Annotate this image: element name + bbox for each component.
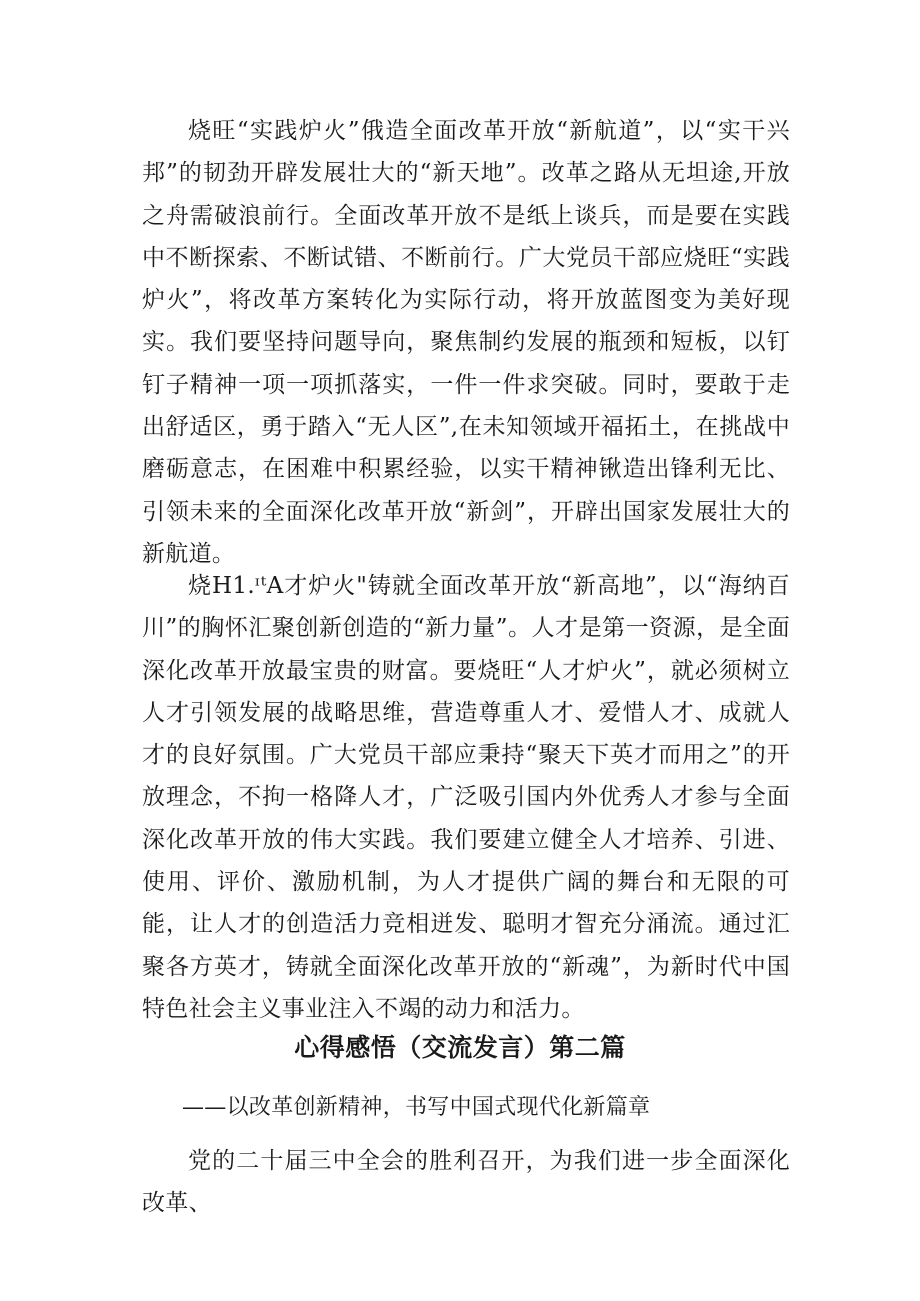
section-subtitle: ——以改革创新精神，书写中国式现代化新篇章 bbox=[182, 1095, 651, 1120]
section-heading: 心得感悟（交流发言）第二篇 bbox=[294, 1033, 626, 1062]
body-paragraph: 烧旺“实践炉火”俄造全面改革开放“新航道”，以“实干兴邦”的韧劲开辟发展壮大的“新天地”。改革之路从无坦途,开放之舟需破浪前行。全面改革开放不是纸上谈兵，而是要在实践中不断探索、不断试错、不断前行。广大党员干部应烧旺“实践炉火”，将改革方案转化为实际行动，将开放蓝图变为美好现实。我们要坚持问题导向，聚焦制约发展的瓶颈和短板，以钉钉子精神一项一项抓落实，一件一件求突破。同时，要敢于走出舒适区，勇于踏入“无人区”,在未知领域开福拓土，在挑战中磨砺意志，在困难中积累经验，以实干精神锹造出锋利无比、引领未来的全面深化改革开放“新剑”，开辟出国家发展壮大的新航道。 bbox=[142, 118, 790, 567]
body-paragraph: 党的二十届三中全会的胜利召开，为我们进一步全面深化改革、 bbox=[142, 1148, 790, 1217]
body-paragraph: 烧H1.ᶦᵗA才炉火"铸就全面改革开放“新高地”，以“海纳百川”的胸怀汇聚创新创造的“新力量”。人才是第一资源，是全面深化改革开放最宝贵的财富。要烧旺“人才炉火”，就必须树立人才引领发展的战略思维，营造尊重人才、爱惜人才、成就人才的良好氛围。广大党员干部应秉持“聚天下英才而用之”的开放理念，不拘一格降人才，广泛吸引国内外优秀人才参与全面深化改革开放的伟大实践。我们要建立健全人才培养、引进、使用、评价、激励机制，为人才提供广阔的舞台和无限的可能，让人才的创造活力竞相迸发、聪明才智充分涌流。通过汇聚各方英才，铸就全面深化改革开放的“新魂”，为新时代中国特色社会主义事业注入不竭的动力和活力。 bbox=[142, 573, 790, 1022]
